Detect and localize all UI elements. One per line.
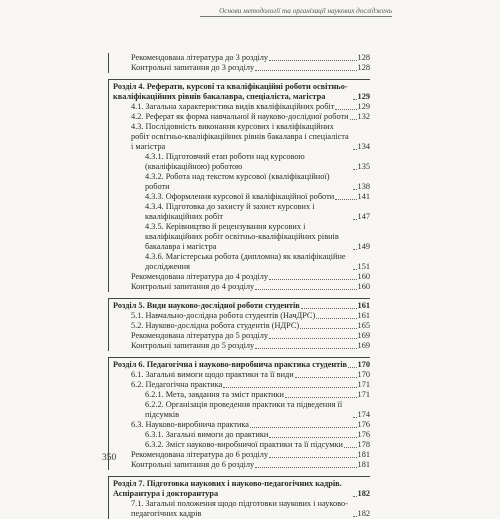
leader-dots <box>353 516 357 517</box>
leader-dots <box>255 70 356 71</box>
leader-dots <box>353 149 357 150</box>
toc-entry-page: 182 <box>357 509 370 518</box>
chapter-heading <box>113 82 370 102</box>
leader-dots <box>255 467 356 468</box>
toc-entry-title: 6.2.1. Мета, завдання та зміст практики <box>145 390 284 399</box>
leader-dots <box>335 109 356 110</box>
toc-entry-page: 178 <box>357 440 370 449</box>
toc-entry <box>113 172 370 192</box>
toc-entry-page: 160 <box>357 282 370 291</box>
toc-entry-title: Рекомендована література до 6 розділу <box>131 450 269 459</box>
toc-entry-page: 129 <box>357 102 370 111</box>
toc-entry-page: 176 <box>357 420 370 429</box>
toc-entry-page: 165 <box>357 321 370 330</box>
toc-entry <box>113 222 370 252</box>
toc-entry <box>113 152 370 172</box>
leader-dots <box>353 99 357 100</box>
toc-section-r4 <box>108 79 370 292</box>
toc-section-tail <box>108 53 370 73</box>
toc-entry-page: 141 <box>357 192 370 201</box>
toc-entry-page: 181 <box>357 450 370 459</box>
toc-entry-title: 4.3.5. Керівництво й рецензування курсових і кваліфікаційних робіт освітньо-кваліфікаційних рівнів бакалавра і магістра <box>145 222 339 251</box>
toc-entry <box>113 272 370 282</box>
chapter-page: 182 <box>357 489 370 498</box>
chapter-title: Розділ 7. Підготовка наукових і науково-педагогічних кадрів. Аспірантура і докторантура <box>113 479 342 498</box>
leader-dots <box>353 189 357 190</box>
leader-dots <box>353 169 357 170</box>
leader-dots <box>269 338 356 339</box>
toc-entry <box>113 460 370 470</box>
toc-entry-page: 135 <box>357 162 370 171</box>
leader-dots <box>353 269 357 270</box>
toc-entry <box>113 499 370 519</box>
toc-entry <box>113 63 370 73</box>
toc-entry-title: Контрольні запитання до 5 розділу <box>131 341 255 350</box>
page-number: 350 <box>102 453 117 463</box>
toc-section-body <box>108 476 370 519</box>
chapter-heading <box>113 360 370 370</box>
toc-entry <box>113 102 370 112</box>
leader-dots <box>255 348 356 349</box>
toc-entry-title: Контрольні запитання до 4 розділу <box>131 282 255 291</box>
toc-entry-page: 132 <box>357 112 370 121</box>
toc-section-body <box>108 53 370 73</box>
toc-entry-page: 149 <box>357 242 370 251</box>
toc-entry <box>113 370 370 380</box>
toc-section-body <box>108 298 370 351</box>
leader-dots <box>353 219 357 220</box>
toc-entry-page: 147 <box>357 212 370 221</box>
leader-dots <box>353 249 357 250</box>
leader-dots <box>269 457 356 458</box>
chapter-title: Розділ 4. Реферати, курсові та кваліфікаційні роботи освітньо-кваліфікаційних рівнів бакалавра, спеціаліста, магістра <box>113 82 348 101</box>
leader-dots <box>300 328 356 329</box>
toc-entry-title: Контрольні запитання до 3 розділу <box>131 63 255 72</box>
toc-entry <box>113 380 370 390</box>
toc-entry <box>113 122 370 152</box>
toc-entry <box>113 311 370 321</box>
leader-dots <box>353 417 357 418</box>
toc-entry <box>113 450 370 460</box>
leader-dots <box>269 437 356 438</box>
leader-dots <box>335 199 356 200</box>
toc-entry <box>113 321 370 331</box>
toc-section-r7 <box>108 476 370 519</box>
toc-section-r6 <box>108 357 370 470</box>
chapter-page: 161 <box>357 301 370 310</box>
toc-entry <box>113 202 370 222</box>
toc-entry-page: 128 <box>357 53 370 62</box>
table-of-contents <box>108 53 370 519</box>
leader-dots <box>316 318 356 319</box>
toc-entry <box>113 252 370 272</box>
chapter-title: Розділ 5. Види науково-дослідної роботи студентів <box>113 301 300 310</box>
toc-entry <box>113 341 370 351</box>
toc-entry <box>113 420 370 430</box>
toc-entry-title: 4.3.2. Робота над текстом курсової (кваліфікаційної) роботи <box>145 172 330 191</box>
toc-entry-title: 7.1. Загальні положення щодо підготовки наукових і науково-педагогічних кадрів <box>131 499 348 518</box>
leader-dots <box>344 447 357 448</box>
toc-entry-title: 4.1. Загальна характеристика видів кваліфікаційних робіт <box>131 102 335 111</box>
chapter-page: 170 <box>357 360 370 369</box>
leader-dots <box>348 367 357 368</box>
toc-entry-title: 6.3.2. Зміст науково-виробничої практики та її підсумки <box>145 440 343 449</box>
toc-entry <box>113 430 370 440</box>
leader-dots <box>269 279 356 280</box>
leader-dots <box>350 119 357 120</box>
toc-entry-page: 160 <box>357 272 370 281</box>
toc-entry-title: 6.2.2. Організація проведення практики та підведення її підсумків <box>145 400 343 419</box>
toc-entry <box>113 440 370 450</box>
toc-entry-title: Рекомендована література до 4 розділу <box>131 272 269 281</box>
running-head: Основи методології та організації наукових досліджень <box>200 7 392 17</box>
toc-entry-title: 4.3.4. Підготовка до захисту й захист курсових і кваліфікаційних робіт <box>145 202 315 221</box>
toc-entry-page: 171 <box>357 390 370 399</box>
chapter-heading <box>113 479 370 499</box>
chapter-title: Розділ 6. Педагогічна і науково-виробнича практика студентів <box>113 360 348 369</box>
toc-entry-title: 4.3. Послідовність виконання курсових і кваліфікаційних робіт освітньо-кваліфікаційних рівнів бакалавра і спеціаліста і магістра <box>131 122 349 151</box>
toc-entry-page: 134 <box>357 142 370 151</box>
leader-dots <box>269 60 356 61</box>
toc-entry-title: 5.1. Навчально-дослідна робота студентів (НачДРС) <box>131 311 316 320</box>
toc-entry-title: Рекомендована література до 5 розділу <box>131 331 269 340</box>
toc-entry-title: Контрольні запитання до 6 розділу <box>131 460 255 469</box>
leader-dots <box>255 289 356 290</box>
toc-entry-title: 4.3.1. Підготовчий етап роботи над курсовою (кваліфікаційною) роботою <box>145 152 305 171</box>
chapter-heading <box>113 301 370 311</box>
leader-dots <box>285 397 357 398</box>
leader-dots <box>301 308 357 309</box>
toc-entry <box>113 53 370 63</box>
toc-entry-page: 128 <box>357 63 370 72</box>
toc-entry <box>113 390 370 400</box>
toc-entry-page: 181 <box>357 460 370 469</box>
toc-entry-title: 6.1. Загальні вимоги щодо практики та її види <box>131 370 294 379</box>
toc-entry-page: 171 <box>357 380 370 389</box>
toc-entry <box>113 192 370 202</box>
toc-entry-title: 4.2. Реферат як форма навчальної й науково-дослідної роботи <box>131 112 349 121</box>
toc-entry <box>113 112 370 122</box>
toc-entry-title: 4.3.3. Оформлення курсової й кваліфікаційної роботи <box>145 192 335 201</box>
leader-dots <box>295 377 357 378</box>
toc-entry-page: 161 <box>357 311 370 320</box>
toc-entry-page: 170 <box>357 370 370 379</box>
chapter-page: 129 <box>357 92 370 101</box>
leader-dots <box>223 387 356 388</box>
toc-entry-page: 176 <box>357 430 370 439</box>
toc-entry-page: 174 <box>357 410 370 419</box>
toc-entry <box>113 282 370 292</box>
toc-entry-title: 6.3. Науково-виробнича практика <box>131 420 249 429</box>
toc-entry-title: 6.3.1. Загальні вимоги до практики <box>145 430 269 439</box>
toc-entry-page: 138 <box>357 182 370 191</box>
toc-entry-page: 169 <box>357 331 370 340</box>
toc-entry <box>113 400 370 420</box>
toc-entry-title: Рекомендована література до 3 розділу <box>131 53 269 62</box>
toc-entry-title: 6.2. Педагогічна практика <box>131 380 223 389</box>
toc-entry-title: 5.2. Науково-дослідна робота студентів (НДРС) <box>131 321 300 330</box>
toc-entry-title: 4.3.6. Магістерська робота (дипломна) як кваліфікаційне дослідження <box>145 252 346 271</box>
toc-entry-page: 151 <box>357 262 370 271</box>
toc-entry <box>113 331 370 341</box>
leader-dots <box>353 496 357 497</box>
toc-section-body <box>108 79 370 292</box>
toc-entry-page: 169 <box>357 341 370 350</box>
toc-section-body <box>108 357 370 470</box>
leader-dots <box>250 427 357 428</box>
toc-section-r5 <box>108 298 370 351</box>
